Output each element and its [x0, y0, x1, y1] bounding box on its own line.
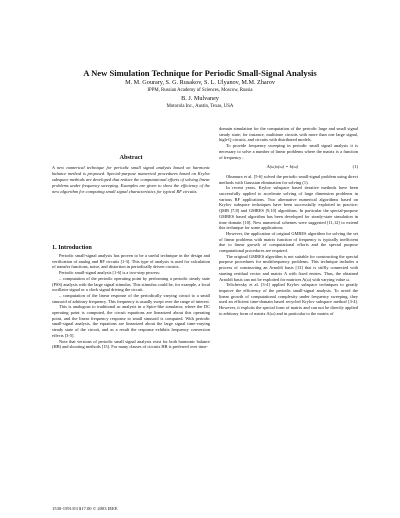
intro-list-item: – computation of the linear response of the periodically varying circuit to a small sinusoid of arbitrary frequency. This frequency is usually swept over the range of interest.	[52, 292, 210, 304]
body-paragraph: In recent years, Krylov subspace based iterative methods have been successfully applied to accelerate solving of large dimension problems in various RF applications. Two alternative numerical algorithms based on Krylov subspace techniques have been successfully exploited in practice: QMR [7,8] and GMRES [9,10] algorithms. In particular the special-purpose GMRES based algorithm has been developed for steady-state simulation in time domain [10]. New numerical schemes were suggested [11,12] to extend this technique for some applications.	[219, 185, 358, 231]
affiliation-motorola: Motorola Inc., Austin, Texas, USA	[166, 104, 234, 109]
intro-list-item: – computation of the periodic operating point by performing a periodic steady state (PSS) analysis with the large signal stimulus. This stimulus could be, for example, a local oscillator signal or a clock signal driving the circuit.	[52, 275, 210, 293]
body-paragraph: Okumura et al. [5-6] solved the periodic small-signal problem using direct methods with Gaussian elimination for solving (1).	[219, 173, 358, 185]
abstract-text: A new numerical technique for periodic small signal analysis based on harmonic balance method is proposed. Special-purpose numerical procedures based on Krylov subspace methods are developed that reduce the computational efforts of solving linear problems under frequency sweeping. Examples are given to show the efficiency of the new algorithm for computing small signal characteristics for typical RF circuits.	[52, 165, 210, 194]
equation-body: A(ω)x(ω) = b(ω)	[266, 164, 299, 170]
paper-title: A New Simulation Technique for Periodic Small-Signal Analysis	[83, 68, 317, 78]
copyright-footer: 1530-1591/03 $17.00 © 2003 IEEE	[52, 506, 118, 511]
author-mulvaney: B. J. Mulvaney	[181, 95, 219, 102]
intro-paragraph: Periodic small-signal analysis [1-6] is a two-step process:	[59, 270, 161, 276]
introduction-heading: 1. Introduction	[52, 244, 92, 251]
left-column-body	[52, 253, 210, 481]
equation-1	[219, 164, 358, 170]
body-paragraph: domain simulation for the computation of the periodic large and small signal steady state; for instance, multitone circuits with more than one large signal, high-Q circuits, and circuits with distributed models.	[219, 126, 358, 143]
equation-number: (1)	[352, 164, 358, 170]
body-paragraph: To provide frequency sweeping in periodic small signal analysis it is necessary to solve a number of linear problems where the matrix is a function of frequency :	[219, 143, 358, 160]
body-paragraph: The original GMRES algorithm is not suitable for constructing the special purpose procedures for multifrequency problems. This technique includes a process of constructing an Arnoldi basis [13] that is stiffly connected with starting residual vector and matrix A with fixed entries. Thus, the obtained Arnoldi basis can not be exploited for matrices A(ω) with varying value ω.	[219, 253, 358, 282]
abstract-heading: Abstract	[119, 154, 143, 161]
intro-paragraph: Note that versions of periodic small signal analysis exist for both harmonic balance (HB) and shooting methods [15]. For many classes of circuits HB is preferred over time-	[52, 338, 210, 350]
body-paragraph: However, the application of original GMRES algorithm for solving the set of linear problems with matrix function of frequency is typically inefficient due to linear growth of computational efforts and the special purpose computational procedures are required.	[219, 230, 358, 254]
affiliation-ippm: IPPM, Russian Academy of Sciences, Moscow, Russia	[147, 88, 253, 93]
body-paragraph: Telichevsky et al. [3-4] applied Krylov subspace techniques to greatly improve the efficiency of the periodic small-signal analysis. To avoid the linear growth of computational complexity under frequency sweeping, they used an efficient time-domain based recycled Krylov subspace method [3-4]. However, it exploits the special form of matrix and can not be directly applied to arbitrary form of matrix A(ω) and in particular to the matrix of	[219, 282, 358, 316]
intro-paragraph: This is analogous to traditional ac analysis in a Spice-like simulator, where the DC operating point is computed, the circuit equations are linearized about this operating point, and the linear frequency response to small sinusoid is computed. With periodic small-signal analysis, the equations are linearized about the large signal time-varying steady state of the circuit, and as a result the response exhibits frequency conversion effects [3-5].	[52, 304, 210, 338]
intro-paragraph: Periodic small-signal analysis has proven to be a useful technique in the design and verification of analog and RF circuits [1-3]. This type of analysis is used for calculation of transfer functions, noise, and distortion in periodically driven circuits.	[52, 253, 210, 270]
author-list: M. M. Gourary, S. G. Rusakov, S. L. Ulyanov, M.M. Zharov	[125, 79, 275, 86]
right-column-body	[219, 126, 358, 502]
